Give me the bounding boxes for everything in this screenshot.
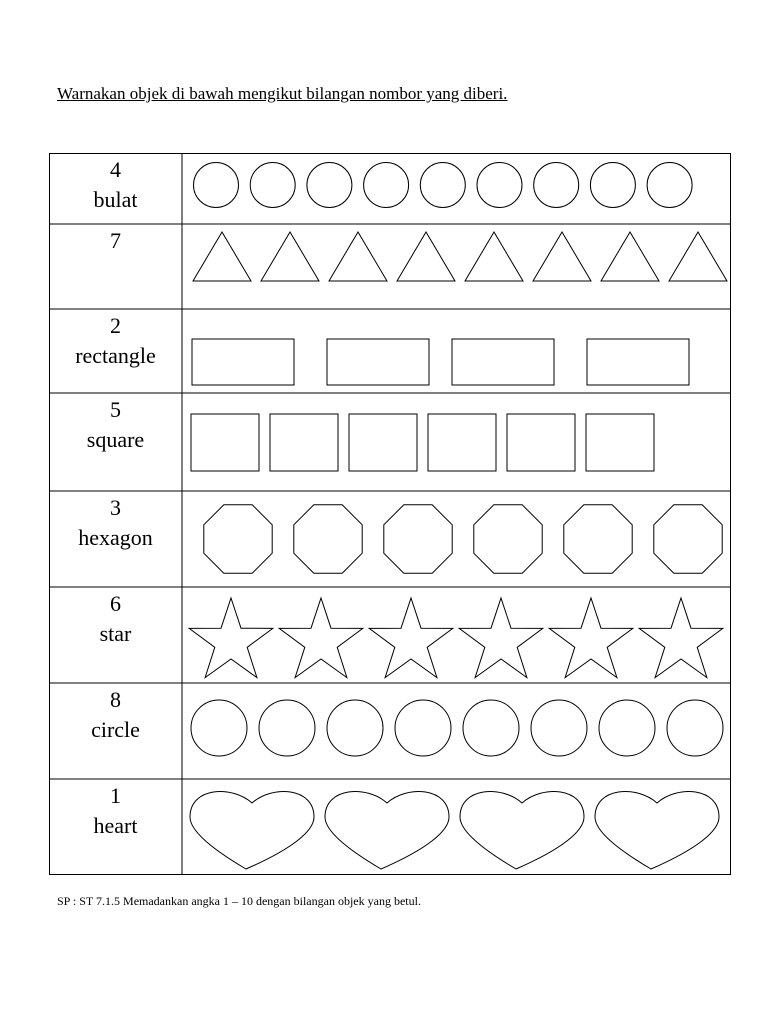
star-shape[interactable] bbox=[639, 598, 723, 678]
circle-shape[interactable] bbox=[599, 700, 655, 756]
row-number: 2 bbox=[110, 313, 121, 338]
octagon-shape[interactable] bbox=[654, 505, 722, 573]
row-hexagon bbox=[49, 491, 731, 587]
row-word: heart bbox=[93, 813, 138, 838]
row-label bbox=[49, 153, 182, 224]
triangle-shape[interactable] bbox=[601, 232, 659, 281]
circle-shape[interactable] bbox=[534, 163, 579, 208]
row-bulat bbox=[49, 153, 731, 224]
octagon-shape[interactable] bbox=[564, 505, 632, 573]
row-number: 7 bbox=[110, 228, 121, 253]
shape-area-square[interactable] bbox=[182, 393, 731, 491]
instruction-title: Warnakan objek di bawah mengikut bilangan nombor yang diberi. bbox=[57, 84, 508, 103]
triangle-shape[interactable] bbox=[533, 232, 591, 281]
heart-shape[interactable] bbox=[325, 791, 449, 869]
row-word: bulat bbox=[93, 187, 138, 212]
circle-shape[interactable] bbox=[395, 700, 451, 756]
row-star bbox=[49, 587, 731, 683]
square-shape[interactable] bbox=[507, 414, 575, 471]
circle-shape[interactable] bbox=[327, 700, 383, 756]
row-word: circle bbox=[91, 717, 140, 742]
shape-area-heart[interactable] bbox=[182, 779, 731, 875]
circle-shape[interactable] bbox=[250, 163, 295, 208]
row-label bbox=[49, 309, 182, 393]
row-label bbox=[49, 224, 182, 309]
row-rectangle bbox=[49, 309, 731, 393]
row-word: square bbox=[86, 427, 145, 452]
rectangle-shape[interactable] bbox=[587, 339, 689, 385]
circle-shape[interactable] bbox=[667, 700, 723, 756]
star-shape[interactable] bbox=[459, 598, 543, 678]
heart-shape[interactable] bbox=[595, 791, 719, 869]
row-word: rectangle bbox=[75, 343, 156, 368]
circle-shape[interactable] bbox=[477, 163, 522, 208]
row-heart bbox=[49, 779, 731, 875]
row-seven bbox=[49, 224, 731, 309]
heart-shape[interactable] bbox=[190, 791, 314, 869]
worksheet-table bbox=[49, 153, 731, 875]
row-word: star bbox=[99, 621, 132, 646]
square-shape[interactable] bbox=[428, 414, 496, 471]
octagon-shape[interactable] bbox=[204, 505, 272, 573]
row-label bbox=[49, 393, 182, 491]
shape-area-bulat[interactable] bbox=[182, 153, 731, 224]
row-label bbox=[49, 587, 182, 683]
circle-shape[interactable] bbox=[420, 163, 465, 208]
shape-area-rectangle[interactable] bbox=[182, 309, 731, 393]
circle-shape[interactable] bbox=[531, 700, 587, 756]
shape-area-star[interactable] bbox=[182, 587, 731, 683]
row-word: hexagon bbox=[78, 525, 153, 550]
square-shape[interactable] bbox=[349, 414, 417, 471]
rectangle-shape[interactable] bbox=[192, 339, 294, 385]
row-label bbox=[49, 779, 182, 875]
row-number: 8 bbox=[110, 687, 121, 712]
footer-note: SP : ST 7.1.5 Memadankan angka 1 – 10 dengan bilangan objek yang betul. bbox=[57, 894, 421, 908]
octagon-shape[interactable] bbox=[474, 505, 542, 573]
square-shape[interactable] bbox=[191, 414, 259, 471]
circle-shape[interactable] bbox=[463, 700, 519, 756]
row-circle bbox=[49, 683, 731, 779]
row-square bbox=[49, 393, 731, 491]
triangle-shape[interactable] bbox=[329, 232, 387, 281]
triangle-shape[interactable] bbox=[669, 232, 727, 281]
row-label bbox=[49, 683, 182, 779]
triangle-shape[interactable] bbox=[465, 232, 523, 281]
star-shape[interactable] bbox=[369, 598, 453, 678]
shape-area-triangle[interactable] bbox=[182, 224, 731, 309]
triangle-shape[interactable] bbox=[193, 232, 251, 281]
row-number: 5 bbox=[110, 397, 121, 422]
rectangle-shape[interactable] bbox=[327, 339, 429, 385]
row-label bbox=[49, 491, 182, 587]
circle-shape[interactable] bbox=[647, 163, 692, 208]
circle-shape[interactable] bbox=[364, 163, 409, 208]
circle-shape[interactable] bbox=[194, 163, 239, 208]
star-shape[interactable] bbox=[189, 598, 273, 678]
octagon-shape[interactable] bbox=[384, 505, 452, 573]
circle-shape[interactable] bbox=[590, 163, 635, 208]
octagon-shape[interactable] bbox=[294, 505, 362, 573]
row-number: 4 bbox=[110, 157, 121, 182]
square-shape[interactable] bbox=[586, 414, 654, 471]
row-number: 3 bbox=[110, 495, 121, 520]
shape-area-hexagon[interactable] bbox=[182, 491, 731, 587]
square-shape[interactable] bbox=[270, 414, 338, 471]
heart-shape[interactable] bbox=[460, 791, 584, 869]
triangle-shape[interactable] bbox=[261, 232, 319, 281]
row-number: 6 bbox=[110, 591, 121, 616]
circle-shape[interactable] bbox=[191, 700, 247, 756]
shape-area-circle[interactable] bbox=[182, 683, 731, 779]
circle-shape[interactable] bbox=[307, 163, 352, 208]
row-number: 1 bbox=[110, 783, 121, 808]
star-shape[interactable] bbox=[549, 598, 633, 678]
triangle-shape[interactable] bbox=[397, 232, 455, 281]
circle-shape[interactable] bbox=[259, 700, 315, 756]
star-shape[interactable] bbox=[279, 598, 363, 678]
rectangle-shape[interactable] bbox=[452, 339, 554, 385]
